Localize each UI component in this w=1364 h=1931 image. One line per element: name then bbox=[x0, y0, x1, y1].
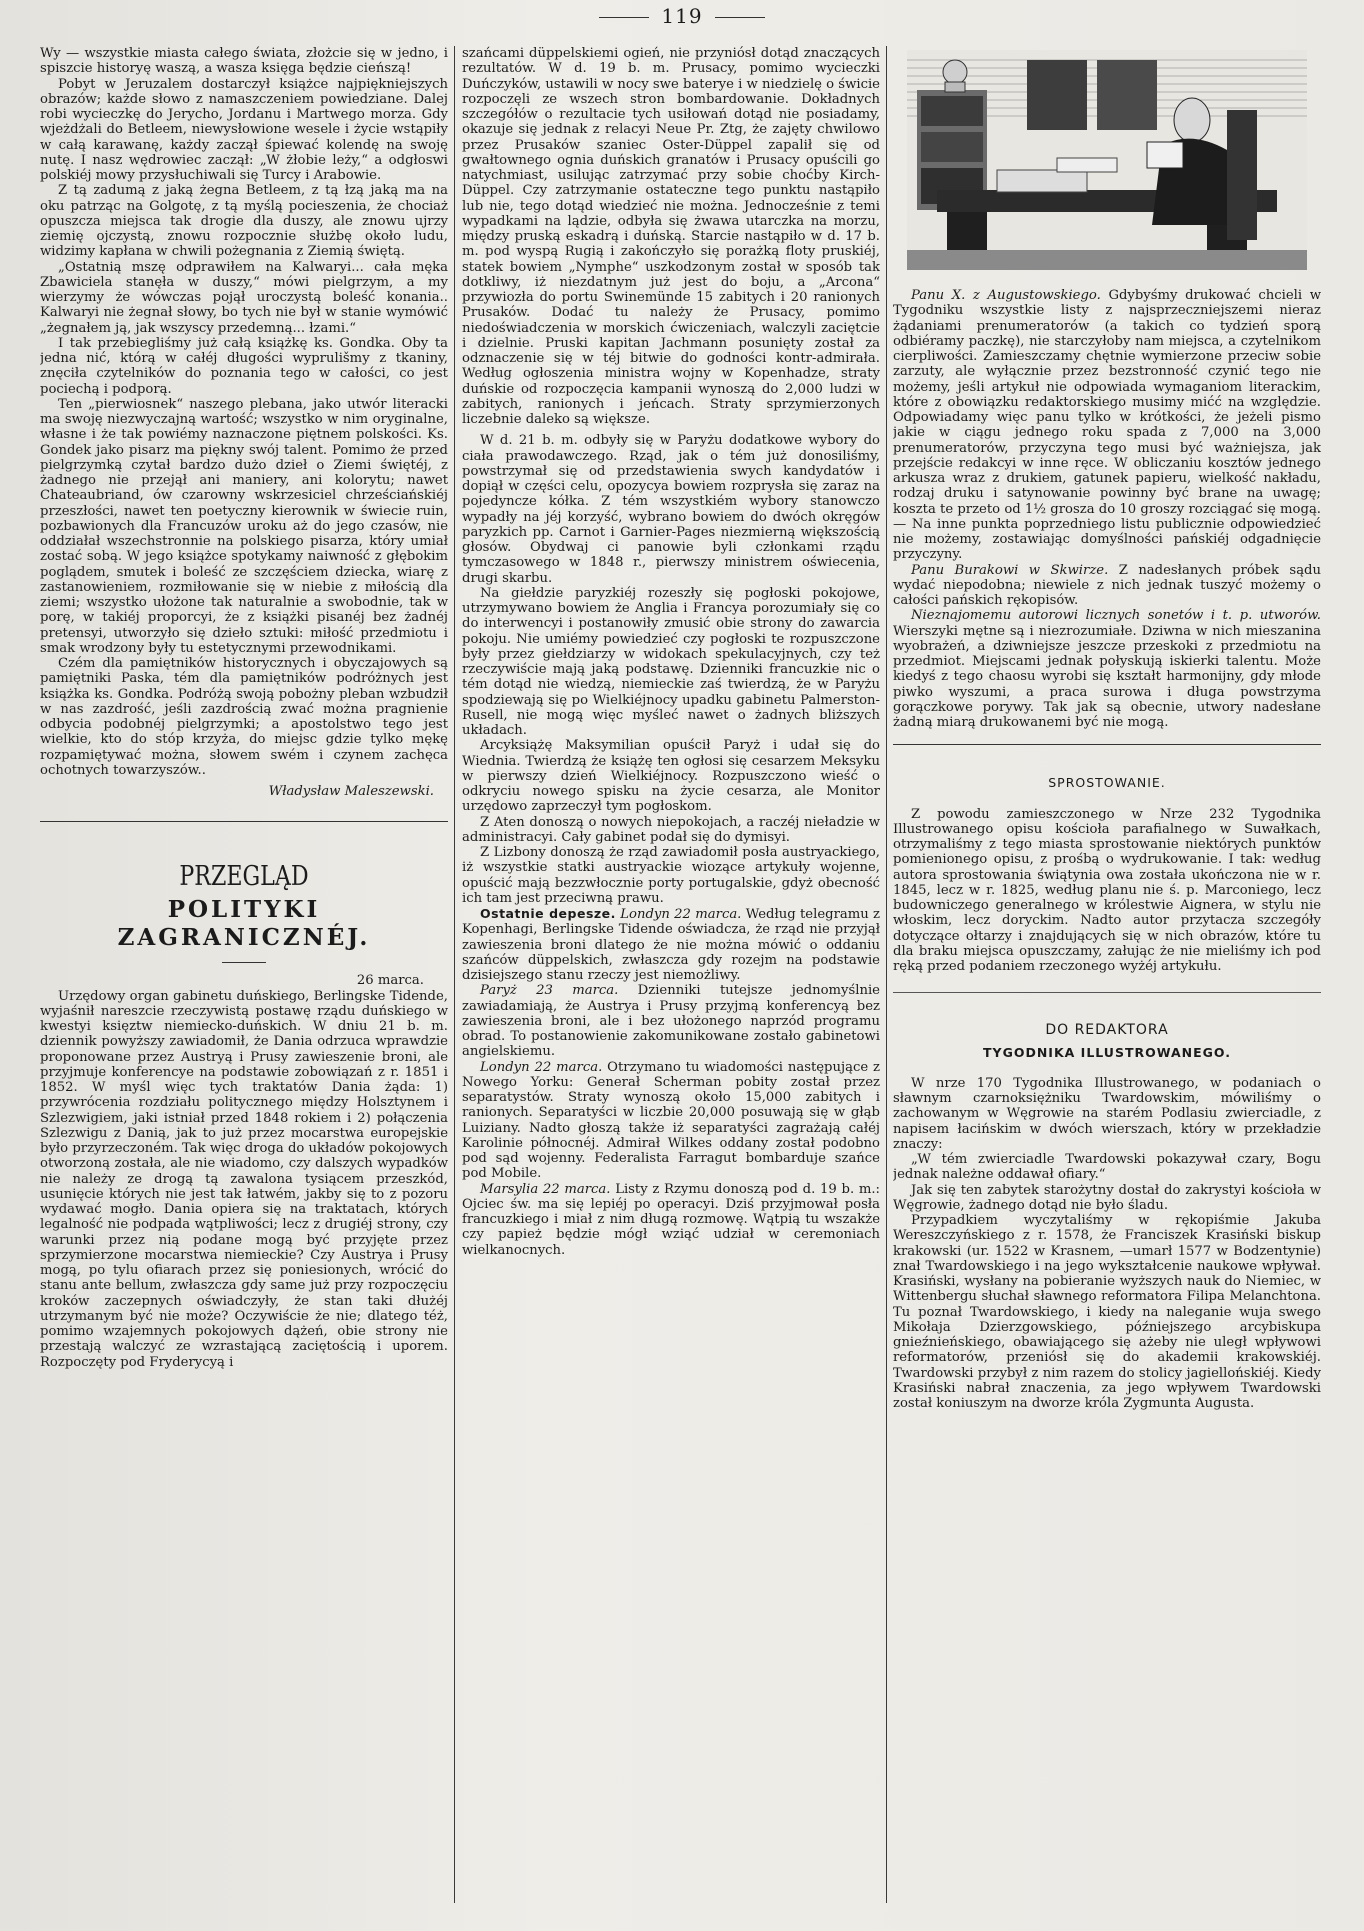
section-subheading: POLITYKI ZAGRANICZNÉJ. bbox=[117, 896, 371, 952]
article-paragraph: I tak przebiegliśmy już całą książkę ks. Gondka. Oby ta jedna nić, którą w całéj długości wyprulišmy z tkaniny, znęciła czytelników do poznania tego w całości, co jest pociechą i podporą. bbox=[40, 335, 448, 397]
dispatch-text: Listy z Rzymu donoszą pod d. 19 b. m.: Ojciec św. ma się lepiéj po operacyi. Dziś przyjmował posła francuzkiego i miał z nim długą rozmowę. Wątpią tu wszakże czy papież będzie mógł wziąć udział w ceremoniach wielkanocnych. bbox=[462, 1181, 880, 1258]
article-paragraph: Przypadkiem wyczytaliśmy w rękopiśmie Jakuba Wereszczyńskiego z r. 1578, że Franciszek Krasiński biskup krakowski (ur. 1522 w Krasnem, —umarł 1577 w Bodzentynie) znał Twardowskiego i na jego wykształcenie naukowe wpływał. Krasiński, wysłany na pobieranie wyższych nauk do Niemiec, w Wittenbergu słuchał sławnego reformatora Filipa Melanchtona. Tu poznał Twardowskiego, i kiedy na naleganie wuja swego Mikołaja Dzierzgowskiego, późniejszego arcybiskupa gnieźnieńskiego, obawiającego się ażeby nie uległ wpływowi reformatorów, przeniósł się do akademii krakowskiéj. Twardowski przybył z nim razem do stolicy jagiellońskiéj. Kiedy Krasiński nabrał znaczenia, za jego wpływem Twardowski został koniuszym na dworze króla Zygmunta Augusta. bbox=[893, 1213, 1321, 1411]
engraving-man-reading-at-desk-icon bbox=[907, 50, 1307, 270]
author-signature: Władysław Maleszewski. bbox=[268, 784, 434, 799]
section-divider bbox=[40, 821, 448, 822]
article-paragraph: „Ostatnią mszę odprawiłem na Kalwaryi... cała męka Zbawiciela stanęła w duszy,“ mówi pielgrzym, a my wierzymy że wówczas pojął uroczystą boleść konania.. Kalwaryi nie żegnał słowy, bo tych nie był w stanie wymówić „żegnałem ją, jak wszyscy przedemną... łzami.“ bbox=[40, 259, 448, 336]
section-heading: SPROSTOWANIE. bbox=[1048, 775, 1166, 791]
article-paragraph: Czém dla pamiętników historycznych i obyczajowych są pamiętniki Paska, tém dla pamiętników podróżnych jest książka ks. Gondka. Podróżą swoją pobożny pleban wzbudził w nas zazdrość, jeśli zazdrością zwać można pragnienie odbycia podobnéj pielgrzymki; a apostolstwo tego jest wielkie, kto do stóp krzyża, do miejsc gdzie tylko mękę rozpamiętywać można, słowem swém i czynem zachęca ochotnych towarzyszów.. bbox=[40, 656, 448, 778]
dispatch-london-2 bbox=[462, 1060, 880, 1182]
column-rule bbox=[454, 46, 455, 1903]
article-paragraph: Z Lizbony donoszą że rząd zawiadomił posła austryackiego, iż wszystkie statki austryackie wiozące artykuły wojenne, opuścić mają bezzwłocznie porty portugalskie, gdyż obecność ich tam jest przeciwną prawu. bbox=[462, 845, 880, 906]
dispatch-text: Według telegramu z Kopenhagi, Berlingske Tidende oświadcza, że rząd nie przyjął zawieszenia broni dlatego że nie można mówić o oddaniu szańców düppelskich, zwłaszcza gdy rozejm na podstawie dzisiejszego stanu rzeczy jest niemożliwy. bbox=[462, 907, 880, 983]
dispatch-text: Otrzymano tu wiadomości następujące z Nowego Yorku: Generał Scherman pobity został przez separatystów. Straty wynoszą około 15,000 zabitych i ranionych. Separatyści w liczbie 20,000 posuwają się w głąb Luiziany. Nadto głoszą także iż separatyści zagrażają całéj Karolinie północnéj. Admirał Wilkes oddany został podobno pod sąd wojenny. Federalista Farragut bombarduje szańce pod Mobile. bbox=[462, 1059, 880, 1182]
notice-addressee: Nieznajomemu autorowi licznych sonetów i t. p. utworów. bbox=[911, 608, 1321, 624]
column-middle bbox=[462, 46, 880, 1901]
article-paragraph: W d. 21 b. m. odbyły się w Paryżu dodatkowe wybory do ciała prawodawczego. Rząd, jak o tém już donosiliśmy, powstrzymał się od przedstawienia swych kandydatów i dopiął w części celu, opozycya bowiem rozprysła się zaraz na pojedyncze kółka. Z tém wszystkiém wybory stanowczo wypadły na jéj korzyść, wybrano bowiem do dwóch okręgów paryzkich pp. Carnot i Garnier-Pages niezmierną większością głosów. Obydwaj ci panowie byli członkami rządu tymczasowego w 1848 r., pierwszy ministrem oświecenia, drugi skarbu. bbox=[462, 433, 880, 586]
short-divider bbox=[222, 962, 266, 963]
section-heading: PRZEGLĄD bbox=[179, 861, 309, 893]
notice-text: Wierszyki mętne są i niezrozumiałe. Dziwna w nich mieszanina wyobrażeń, a dziwniejsze jeszcze przeskoki z przedmiotu na przedmiot. Miejscami jednak połyskują iskierki talentu. Może kiedyś z tego chaosu wyrobi się kształt harmonijny, gdy młode piwko wyszumi, a praca surowa i długa powstrzyma gorączkowe porywy. Tak jak są obecnie, utwory nadesłane żadną miarą drukowanemi być nie mogą. bbox=[893, 623, 1321, 730]
article-paragraph: szańcami düppelskiemi ogień, nie przyniósł dotąd znaczących rezultatów. W d. 19 b. m. Prusacy, pomimo wycieczki Duńczyków, ustawili w nocy swe baterye i w niedzielę o świcie rozpoczęli ze wszech stron bombardowanie. Dokładnych szczegółów o rezultacie tych usiłowań dotąd nie posiadamy, okazuje się jednak z relacyi Neue Pr. Ztg, że zajęty chwilowo przez Prusaków szaniec Oster-Düppel zapalił się od gwałtownego ognia duńskich granatów i Prusacy opuścili go natychmiast, usilując zatrzymać przy sobie choćby Kirch-Düppel. Czy zatrzymanie ostateczne tego punktu nastąpiło lub nie, tego dotąd wiedzieć nie można. Jednocześnie z temi wypadkami na lądzie, odbyła się żwawa utarczka na morzu, między pruską eskadrą i duńską. Starcie nastąpiło w d. 17 b. m. pod wyspą Rugią i zakończyło się porażką floty pruskiéj, statek bowiem „Nymphe“ uszkodzonym został w sposób tak dotkliwy, iż niezdatnym już jest do boju, a „Arcona“ przywiozła do portu Swinemünde 15 zabitych i 20 ranionych Prusaków. Dodać tu należy że Prusacy, pomimo niedoświadczenia w morskich ćwiczeniach, walczyli zaciętcie i dzielnie. Pruski kapitan Jachmann posunięty został za odznaczenie się w téj bitwie do godności kontr-admirała. Według ogłoszenia ministra wojny w Kopenhadze, straty duńskie od rozpoczęcia kampanii wynoszą do 2,000 ludzi w zabitych, ranionych i jeńcach. Straty sprzymierzonych liczebnie daleko są większe. bbox=[462, 46, 880, 427]
article-paragraph: Z Aten donoszą o nowych niepokojach, a raczéj nieładzie w administracyi. Cały gabinet podał się do dymisyi. bbox=[462, 814, 880, 845]
dispatch-london bbox=[462, 906, 880, 983]
article-paragraph: Arcyksiążę Maksymilian opuścił Paryż i udał się do Wiednia. Twierdzą że książę ten ogłosi się cesarzem Meksyku w pierwszy dzień Wielkiéjnocy. Rozpuszczono wieść o odkryciu nowego spisku na życie cesarza, ale Monitor urzędowo zaprzeczył tym pogłoskom. bbox=[462, 738, 880, 815]
article-paragraph: W nrze 170 Tygodnika Illustrowanego, w podaniach o sławnym czarnoksiężniku Twardowskim, mówiliśmy o zachowanym w Węgrowie na starém Podlasiu zwierciadle, z napisem łacińskim w dwóch wierszach, który w przekładzie znaczy: bbox=[893, 1075, 1321, 1152]
section-divider bbox=[893, 992, 1321, 993]
editorial-notice bbox=[893, 288, 1321, 563]
article-paragraph: Urzędowy organ gabinetu duńskiego, Berlingske Tidende, wyjaśnił nareszcie rzeczywistą postawę rządu duńskiego w kwestyi księztw niemiecko-duńskich. W dniu 21 b. m. dziennik powyższy zawiadomił, że Dania odrzuca wprawdzie proponowane przez Austryą i Prusy zawieszenie broni, ale przyjmuje konferencye na podstawie zobowiązań z r. 1851 i 1852. W myśl więc tych traktatów Dania żąda: 1) przywrócenia rozdziału politycznego między Holsztynem i Szlezwigiem, jaki istniał przed 1848 rokiem i 2) połączenia Szlezwigu z Danią, jak to już przez mocarstwa europejskie było przyrzeczoném. Tak więc droga do układów pokojowych otworzoną została, ale nie wiadomo, czy dalszych wypadków nie należy ze drogą tą zawalona tysiącem przeszkód, usunięcie których nie jest tak łatwém, jakby się to z pozoru wydawać mogło. Dania opiera się na traktatach, których legalność nie podpada wątpliwości; lecz z drugiéj strony, czy warunki przez nią podane mogą być przyjęte przez sprzymierzone mocarstwa niemieckie? Czy Austrya i Prusy mogą, po tylu ofiarach przez się poniesionych, wrócić do stanu ante bellum, zwłaszcza gdy same już przy rozpoczęciu kroków zaczepnych oświadczyły, że stan taki dłużéj utrzymanym być nie może? Oczywiście że nie; dlatego téż, pomimo wzajemnych pokojowych dążeń, obie strony nie przestają walczyć ze wzrastającą zaciętością i uporem. Rozpoczęty pod Fryderycyą i bbox=[40, 988, 448, 1370]
column-left bbox=[40, 46, 448, 1901]
column-right bbox=[893, 46, 1321, 1901]
page-number: 119 bbox=[0, 4, 1364, 28]
section-heading: DO REDAKTORA bbox=[1045, 1022, 1169, 1039]
section-divider bbox=[893, 744, 1321, 745]
notice-text: Z nadesłanych próbek sądu wydać niepodobna; niewiele z nich jednak tuszyć możemy o całości pańskich rękopisów. bbox=[893, 562, 1321, 608]
dateline: 26 marca. bbox=[356, 973, 424, 989]
notice-addressee: Panu Burakowi w Skwirze. bbox=[911, 562, 1109, 578]
quotation: „W tém zwierciadle Twardowski pokazywał czary, Bogu jednak należne oddawał ofiary.“ bbox=[893, 1152, 1321, 1183]
article-paragraph: Ten „pierwiosnek“ naszego plebana, jako utwór literacki ma swoję niezwyczajną wartość; wszystko w nim oryginalne, własne i że tak powiémy naznaczone piętnem polskości. Ks. Gondek jako pisarz ma piękny swój talent. Pomimo że przed pielgrzymką czytał bardzo dużo dzieł o Ziemi świętéj, z żadnego nie przejął ani maniery, ani kolorytu; nawet Chateaubriand, ów czarowny wskrzesiciel chrześciańskiéj przeszłości, nawet ten poetyczny kierownik w świecie ruin, pozbawionych dla Francuzów uroku aż do jego czasów, nie oddziałał wszechstronnie na polskiego pisarza, który umiał zostać sobą. W jego książce spotykamy naiwność z głębokim poglądem, smutek i boleść ze szczęściem dziecka, wiarę z zastanowieniem, rozmiłowanie się w niebie z miłością dla ziemi; wszystko ułożone tak naturalnie a swobodnie, tak w porę, w takiéj proporcyi, że z książki pisanéj bez żadnéj pretensyi, utworzyło się dzieło sztuki: miłość przedmiotu i smak wrodzony były tu estetycznymi przewodnikami. bbox=[40, 396, 448, 656]
editorial-notice bbox=[893, 608, 1321, 730]
notice-text: Gdybyśmy drukować chcieli w Tygodniku wszystkie listy z najsprzeczniejszemi nieraz żądaniami prenumeratorów (a takich co tydzień sporą odbiéramy paczkę), nie starczyłoby nam miejsca, a czytelnikom cierpliwości. Zamieszczamy chętnie wymierzone przeciw sobie zarzuty, ale wyłącznie przez bezstronność czynić tego nie możemy, jeśli artykuł nie odpowiada wymaganiom literackim, które z obowiązku redaktorskiego musimy mićć na względzie. Odpowiadamy więc panu tylko w krótkości, że jeżeli pismo jakie w ciągu jednego roku spada z 7,000 na 3,000 prenumeratorów, przyczyna tego musi być ważniejsza, jak przejście redakcyi w inne ręce. W obliczaniu kosztów jednego arkusza wraz z drukiem, gatunek papieru, wielkość nakładu, rodzaj druku i satynowanie powinny być brane na uwagę; koszta te przeto od 1½ grosza do 10 groszy rozciągać się mogą. — Na inne punkta poprzedniego listu publicznie odpowiedzieć nie możemy, zostawiając domyślności pańskiéj odgadnięcie przyczyny. bbox=[893, 288, 1321, 563]
article-paragraph: Na giełdzie paryzkiéj rozeszły się pogłoski pokojowe, utrzymywano bowiem że Anglia i Francya porozumiały się co do interwencyi i postanowiły zmusić obie strony do zawarcia pokoju. Nie umiémy powiedzieć czy pogłoski te rozpuszczone były przez giełdziarzy w widokach spekulacyjnych, czy też rzeczywiście mają jaką podstawę. Dzienniki francuzkie nic o tém dotąd nie wiedzą, niemieckie zaś twierdzą, że w Paryżu spodziewają się po Wielkiéjnocy upadku gabinetu Palmerston-Rusell, nie mogą więc myśleć nawet o żadnych bliższych układach. bbox=[462, 585, 880, 738]
editorial-notice bbox=[893, 563, 1321, 609]
section-subheading: TYGODNIKA ILLUSTROWANEGO. bbox=[983, 1044, 1231, 1060]
article-paragraph: Wy — wszystkie miasta całego świata, złożcie się w jedno, i spiszcie historyę waszą, a wasza księga będzie cieńszą! bbox=[40, 46, 448, 77]
dispatch-paris bbox=[462, 983, 880, 1059]
dispatch-date: Londyn 22 marca. bbox=[620, 907, 742, 922]
dispatch-date: Paryż 23 marca. bbox=[480, 983, 619, 999]
notice-addressee: Panu X. z Augustowskiego. bbox=[911, 288, 1101, 303]
article-paragraph: Jak się ten zabytek starożytny dostał do zakrystyi kościoła w Węgrowie, żadnego dotąd nie było śladu. bbox=[893, 1182, 1321, 1213]
dispatch-lead: Ostatnie depesze. bbox=[480, 906, 616, 921]
dispatch-marseille bbox=[462, 1182, 880, 1258]
article-paragraph: Pobyt w Jeruzalem dostarczył książce najpiękniejszych obrazów; każde słowo z namaszczeniem powiedziane. Dalej robi wycieczkę do Jerycho, Jordanu i Martwego morza. Gdy wjeżdżali do Betleem, niewysłowione wesele i życie wstąpiły w całą karawanę, każdy zaczął śpiewać kolendę na swoję nutę. I nasz wędrowiec zaczął: „W żłobie leży,“ a odgłoswi polskiéj mowy przysłuchiwali się Turcy i Arabowie. bbox=[40, 76, 448, 183]
column-rule bbox=[886, 46, 887, 1903]
article-paragraph: Z tą zadumą z jaką żegna Betleem, z tą łzą jaką ma na oku patrząc na Golgotę, z tą myślą pocieszenia, że chociaż opuszcza miejsca tak drogie dla duszy, ale znowu ujrzy ziemię ojczystą, znowu rozpocznie służbę około ludu, widzimy kapłana w chwili pożegnania z Ziemią świętą. bbox=[40, 183, 448, 260]
dispatch-date: Marsylia 22 marca. bbox=[480, 1181, 611, 1197]
dispatch-text: Dzienniki tutejsze jednomyślnie zawiadamiają, że Austrya i Prusy przyjmą konferencyą bez zawieszenia broni, ale i bez ułożonego naprzód programu obrad. To postanowienie zakomunikowane zostało gabinetowi angielskiemu. bbox=[462, 983, 880, 1060]
article-paragraph: Z powodu zamieszczonego w Nrze 232 Tygodnika Illustrowanego opisu kościoła parafialnego w Suwałkach, otrzymaliśmy z tego miasta sprostowanie niektórych punktów pomienionego opisu, z prośbą o wydrukowanie. I tak: według autora sprostowania świątynia owa została ukończona nie w r. 1845, lecz w r. 1825, według planu nie ś. p. Marconiego, lecz budowniczego generalnego w królestwie Aignera, w stylu nie włoskim, lecz doryckim. Nadto autor przytacza szczegóły dotyczące ołtarzy i znajdujących się w nich obrazów, które tu dla braku miejsca opuszczamy, załując że nie mieliśmy ich pod ręką przed podaniem rzeczonego wyżéj artykułu. bbox=[893, 806, 1321, 974]
dispatch-date: Londyn 22 marca. bbox=[480, 1059, 603, 1075]
